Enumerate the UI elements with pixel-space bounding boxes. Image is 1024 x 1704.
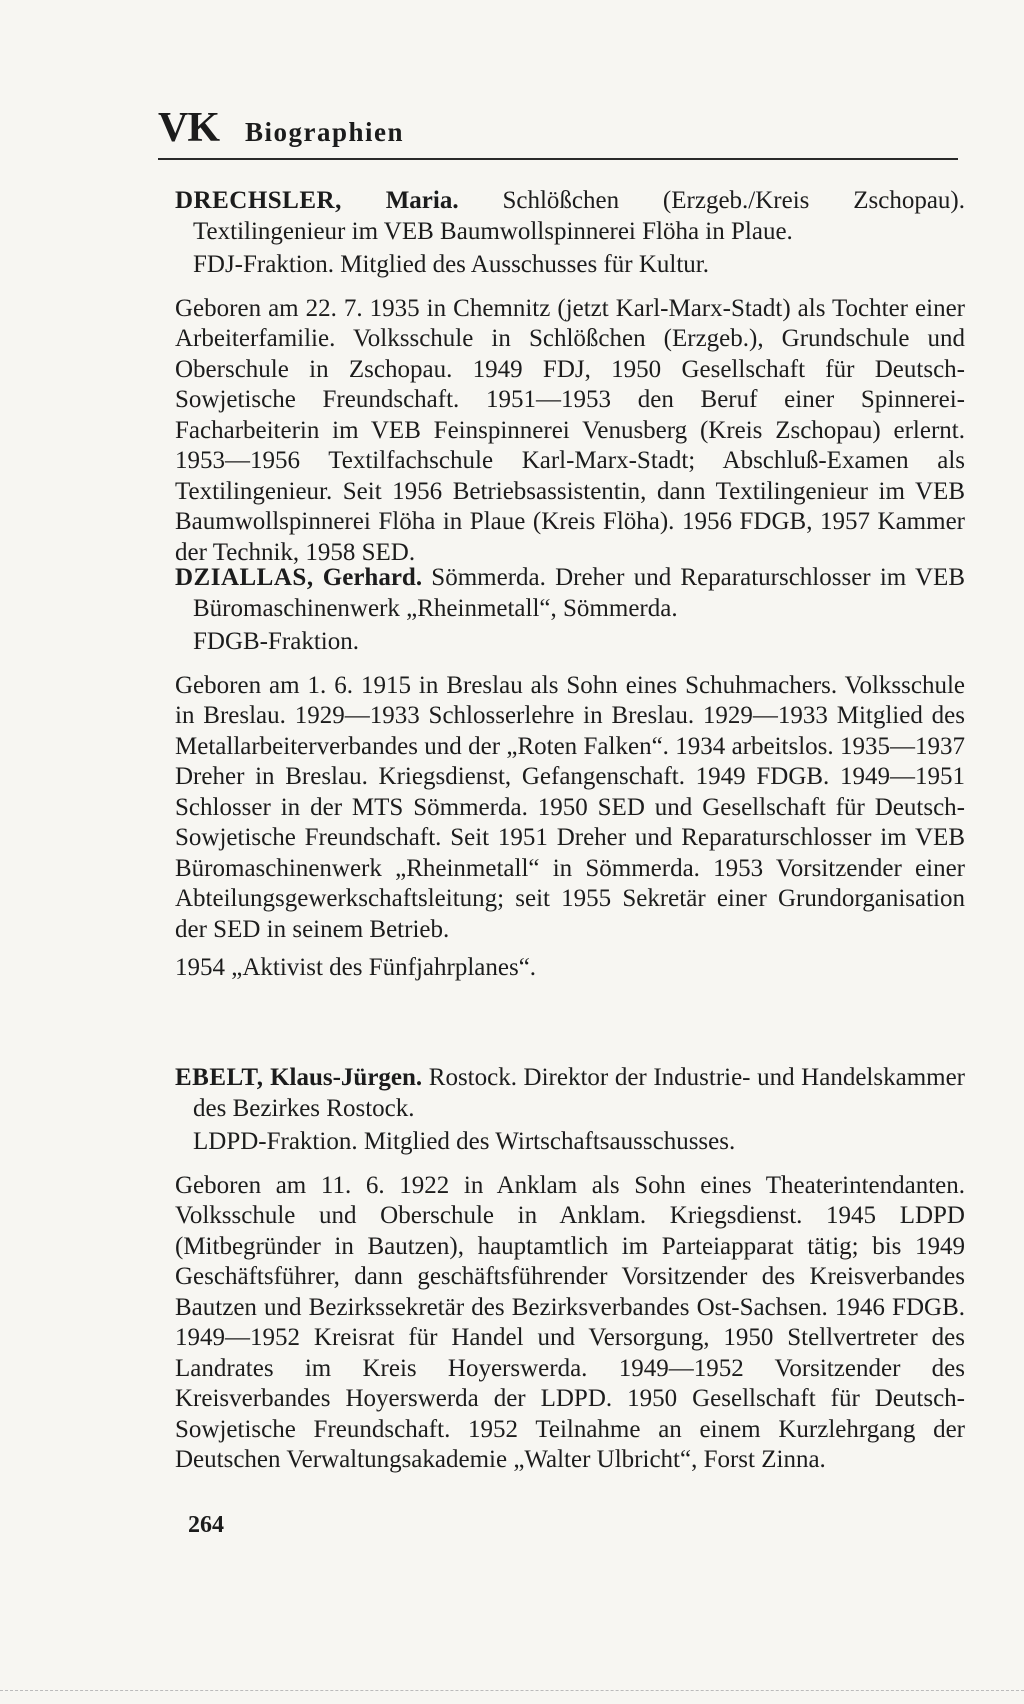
biography-entry-dziallas: [175, 563, 965, 984]
entry-location-position: Schlößchen (Erzgeb./Kreis Zschopau). Textilingenieur im VEB Baumwollspinnerei Flöha in Plaue.: [193, 187, 966, 245]
entry-lead: [175, 563, 965, 624]
header-section-title: Biographien: [245, 117, 405, 147]
entry-lead: [175, 1063, 965, 1124]
entry-faction: FDJ-Fraktion. Mitglied des Ausschusses für Kultur.: [193, 251, 709, 278]
entry-biography: Geboren am 11. 6. 1922 in Anklam als Sohn eines Theaterintendanten. Volksschule und Oberschule in Anklam. Kriegsdienst. 1945 LDPD (Mitbegründer in Bautzen), hauptamtlich im Parteiapparat tätig; bis 1949 Geschäftsführer, dann geschäftsführender Vorsitzender des Kreisverbandes Bautzen und Bezirkssekretär des Bezirksverbandes Ost-Sachsen. 1946 FDGB. 1949—1952 Kreisrat für Handel und Versorgung, 1950 Stellvertreter des Landrates im Kreis Hoyerswerda. 1949—1952 Vorsitzender des Kreisverbandes Hoyerswerda der LDPD. 1950 Gesellschaft für Deutsch-Sowjetische Freundschaft. 1952 Teilnahme an einem Kurzlehrgang der Deutschen Verwaltungsakademie „Walter Ulbricht“, Forst Zinna.: [175, 1171, 965, 1473]
entry-award: 1954 „Aktivist des Fünfjahrplanes“.: [175, 954, 537, 981]
entry-surname: DZIALLAS,: [175, 564, 314, 591]
entry-surname: EBELT,: [175, 1064, 264, 1091]
entry-given-name: Gerhard.: [322, 564, 423, 591]
running-header: [158, 104, 958, 160]
entry-location-position: Sömmerda. Dreher und Reparaturschlosser im VEB Büromaschinenwerk „Rheinmetall“, Sömmerda.: [193, 564, 965, 622]
scan-edge-divider: [0, 1690, 1024, 1691]
entry-biography: Geboren am 22. 7. 1935 in Chemnitz (jetzt Karl-Marx-Stadt) als Tochter einer Arbeiterfamilie. Volksschule in Schlößchen (Erzgeb.), Grundschule und Oberschule in Zschopau. 1949 FDJ, 1950 Gesellschaft für Deutsch-Sowjetische Freundschaft. 1951—1953 den Beruf einer Spinnerei-Facharbeiterin im VEB Feinspinnerei Venusberg (Kreis Zschopau) erlernt. 1953—1956 Textilfachschule Karl-Marx-Stadt; Abschluß-Examen als Textilingenieur. Seit 1956 Betriebsassistentin, dann Textilingenieur im VEB Baumwollspinnerei Flöha in Plaue (Kreis Flöha). 1956 FDGB, 1957 Kammer der Technik, 1958 SED.: [175, 294, 965, 566]
header-code: VK: [158, 105, 219, 151]
page-number: 264: [188, 1512, 224, 1538]
entry-given-name: Klaus-Jürgen.: [270, 1064, 423, 1091]
entry-faction: FDGB-Fraktion.: [193, 628, 359, 655]
biography-entry-drechsler: [175, 186, 965, 568]
entry-biography: Geboren am 1. 6. 1915 in Breslau als Sohn eines Schuhmachers. Volksschule in Breslau. 1929—1933 Schlosserlehre in Breslau. 1929—1933 Mitglied des Metallarbeiterverbandes und der „Roten Falken“. 1934 arbeitslos. 1935—1937 Dreher in Breslau. Kriegsdienst, Gefangenschaft. 1949 FDGB. 1949—1951 Schlosser in der MTS Sömmerda. 1950 SED und Gesellschaft für Deutsch-Sowjetische Freundschaft. Seit 1951 Dreher und Reparaturschlosser im VEB Büromaschinenwerk „Rheinmetall“ in Sömmerda. 1953 Vorsitzender einer Abteilungsgewerkschaftsleitung; seit 1955 Sekretär einer Grundorganisation der SED in seinem Betrieb.: [175, 671, 965, 943]
entry-surname: DRECHSLER,: [175, 187, 342, 214]
entry-lead: [175, 186, 965, 247]
entry-faction: LDPD-Fraktion. Mitglied des Wirtschaftsausschusses.: [193, 1128, 736, 1155]
entry-given-name: Maria.: [385, 187, 459, 214]
entry-location-position: Rostock. Direktor der Industrie- und Handelskammer des Bezirkes Rostock.: [193, 1064, 966, 1122]
biography-entry-ebelt: [175, 1063, 965, 1476]
